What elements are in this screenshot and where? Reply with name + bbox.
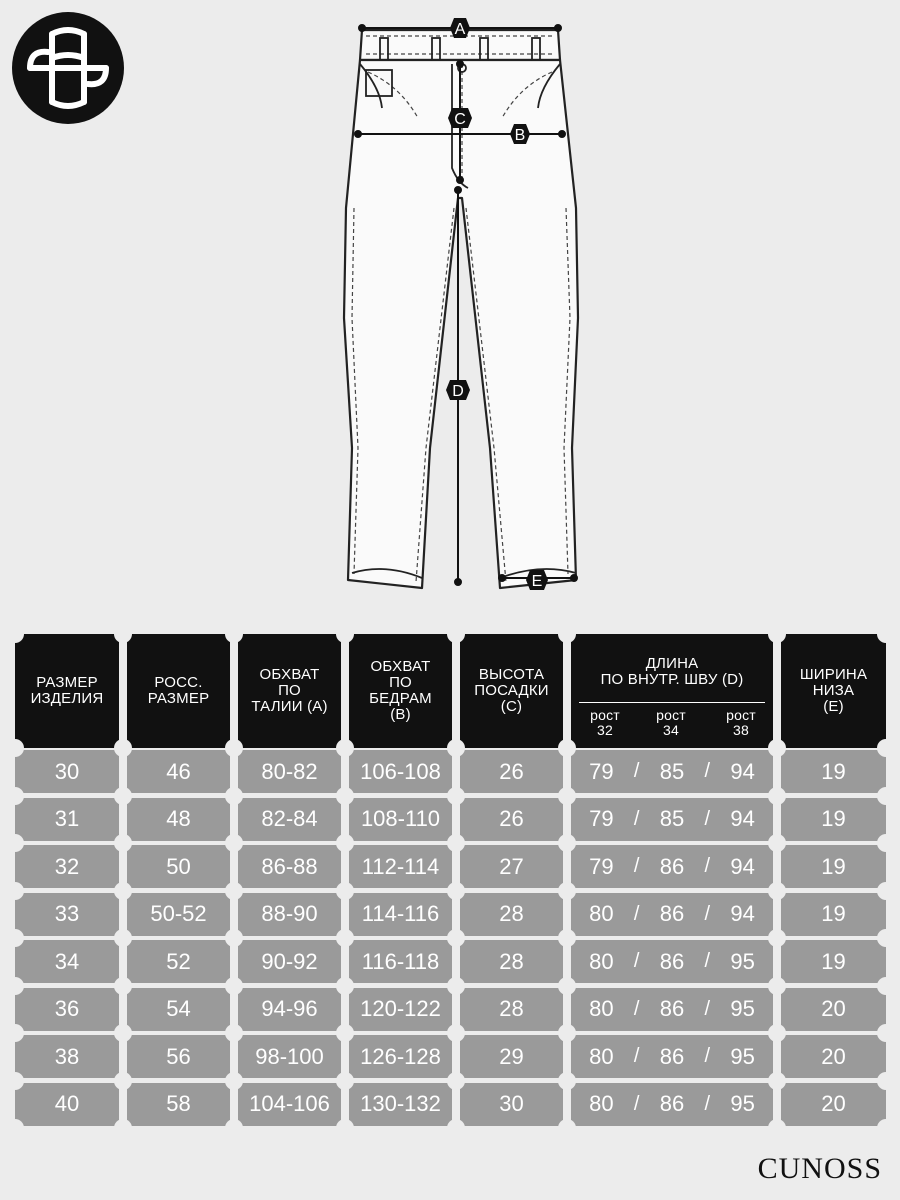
cell-hips: 114-116: [349, 893, 452, 936]
cell-corner-notch: [336, 1072, 354, 1090]
inseam-value: 85: [659, 758, 685, 784]
cell-corner-notch: [336, 625, 354, 643]
brand-name: CUNOSS: [757, 1152, 882, 1185]
inseam-value: 80: [589, 948, 614, 974]
cell-hem-width: 19: [781, 750, 886, 793]
cell-corner-notch: [768, 625, 786, 643]
cell-corner-notch: [558, 977, 576, 995]
cell-corner-notch: [877, 1024, 895, 1042]
cell-inseam-length: [571, 988, 773, 1031]
header-label: ОБХВАТ ПО БЕДРАМ (B): [369, 658, 432, 723]
inseam-value: 86: [659, 1091, 685, 1116]
cell-corner-notch: [768, 977, 786, 995]
cell-corner-notch: [447, 977, 465, 995]
cell-corner-notch: [447, 834, 465, 852]
cell-corner-notch: [336, 1024, 354, 1042]
header-rise: [460, 634, 563, 748]
cell-hips: 130-132: [349, 1083, 452, 1126]
cell-corner-notch: [447, 882, 465, 900]
cell-corner-notch: [447, 929, 465, 947]
header-label: РАЗМЕР ИЗДЕЛИЯ: [30, 674, 104, 707]
cell-corner-notch: [447, 739, 465, 757]
cell-corner-notch: [114, 1119, 132, 1137]
cell-corner-notch: [768, 929, 786, 947]
label-e: [526, 570, 548, 590]
value-separator: /: [704, 1045, 711, 1067]
cell-corner-notch: [6, 1024, 24, 1042]
cell-corner-notch: [6, 625, 24, 643]
cell-corner-notch: [447, 625, 465, 643]
cell-corner-notch: [6, 834, 24, 852]
jeans-diagram: [340, 8, 580, 608]
inseam-value: 95: [730, 996, 755, 1021]
cell-corner-notch: [877, 739, 895, 757]
cell-product-size: 34: [15, 940, 119, 983]
cell-product-size: 40: [15, 1083, 119, 1126]
subheader-height-38: рост 38: [726, 707, 756, 738]
cell-corner-notch: [6, 882, 24, 900]
cell-corner-notch: [558, 882, 576, 900]
cell-corner-notch: [114, 929, 132, 947]
cell-corner-notch: [225, 834, 243, 852]
value-separator: /: [704, 997, 711, 1020]
cell-hips: 126-128: [349, 1035, 452, 1078]
cell-hips: 106-108: [349, 750, 452, 793]
cell-ru-size: 58: [127, 1083, 230, 1126]
cell-corner-notch: [558, 834, 576, 852]
header-inseam-length: [571, 634, 773, 748]
cell-rise: 29: [460, 1035, 563, 1078]
cell-hips: 120-122: [349, 988, 452, 1031]
cell-corner-notch: [336, 882, 354, 900]
brand-logo-icon: [12, 12, 124, 124]
cell-corner-notch: [768, 882, 786, 900]
cell-product-size: 36: [15, 988, 119, 1031]
cell-corner-notch: [225, 739, 243, 757]
inseam-value: 79: [589, 758, 614, 784]
cell-corner-notch: [768, 1072, 786, 1090]
cell-corner-notch: [114, 739, 132, 757]
cell-corner-notch: [225, 929, 243, 947]
cell-hem-width: 19: [781, 940, 886, 983]
value-separator: /: [704, 760, 711, 782]
value-separator: /: [633, 807, 640, 830]
value-separator: /: [633, 760, 640, 782]
cell-waist: 88-90: [238, 893, 341, 936]
cell-corner-notch: [558, 625, 576, 643]
cell-corner-notch: [336, 739, 354, 757]
cell-corner-notch: [877, 882, 895, 900]
cell-corner-notch: [768, 1024, 786, 1042]
cell-corner-notch: [877, 1119, 895, 1137]
value-separator: /: [633, 997, 640, 1020]
cell-waist: 94-96: [238, 988, 341, 1031]
header-hem-width: [781, 634, 886, 748]
header-label: РОСС. РАЗМЕР: [147, 674, 210, 707]
cell-corner-notch: [114, 882, 132, 900]
cell-corner-notch: [877, 787, 895, 805]
value-separator: /: [704, 855, 711, 877]
inseam-value: 95: [730, 1091, 755, 1116]
cell-corner-notch: [114, 1024, 132, 1042]
cell-product-size: 38: [15, 1035, 119, 1078]
label-d: [446, 380, 470, 400]
cell-hem-width: 20: [781, 988, 886, 1031]
label-c: [448, 108, 472, 128]
value-separator: /: [633, 1092, 640, 1115]
subheader-height-32: рост 32: [590, 707, 620, 738]
cell-ru-size: 54: [127, 988, 230, 1031]
value-separator: /: [704, 902, 711, 925]
cell-inseam-length: [571, 940, 773, 983]
value-separator: /: [633, 1045, 640, 1067]
cell-waist: 86-88: [238, 845, 341, 888]
cell-rise: 28: [460, 940, 563, 983]
inseam-value: 80: [589, 1043, 614, 1069]
inseam-value: 80: [589, 1091, 614, 1116]
cell-corner-notch: [6, 1072, 24, 1090]
cell-hips: 108-110: [349, 798, 452, 841]
cell-inseam-length: [571, 845, 773, 888]
cell-product-size: 33: [15, 893, 119, 936]
cell-hem-width: 20: [781, 1035, 886, 1078]
cell-corner-notch: [6, 739, 24, 757]
cell-corner-notch: [225, 625, 243, 643]
cell-product-size: 31: [15, 798, 119, 841]
cell-rise: 28: [460, 988, 563, 1031]
cell-corner-notch: [114, 787, 132, 805]
cell-corner-notch: [877, 929, 895, 947]
inseam-value: 86: [659, 996, 685, 1021]
cell-corner-notch: [558, 739, 576, 757]
value-separator: /: [633, 902, 640, 925]
value-separator: /: [633, 950, 640, 972]
svg-text:B: B: [514, 127, 526, 144]
cell-corner-notch: [877, 625, 895, 643]
cell-corner-notch: [6, 1119, 24, 1137]
cell-ru-size: 46: [127, 750, 230, 793]
cell-corner-notch: [336, 834, 354, 852]
inseam-value: 95: [730, 948, 755, 974]
header-ru-size: [127, 634, 230, 748]
inseam-value: 86: [659, 901, 685, 926]
cell-corner-notch: [768, 834, 786, 852]
label-b: [510, 124, 530, 144]
svg-text:D: D: [452, 383, 464, 400]
cell-ru-size: 50: [127, 845, 230, 888]
cell-corner-notch: [447, 1119, 465, 1137]
header-hips: [349, 634, 452, 748]
cell-rise: 28: [460, 893, 563, 936]
cell-corner-notch: [558, 929, 576, 947]
cell-rise: 26: [460, 798, 563, 841]
inseam-value: 79: [589, 853, 614, 879]
cell-inseam-length: [571, 893, 773, 936]
inseam-value: 79: [589, 806, 614, 831]
cell-inseam-length: [571, 1083, 773, 1126]
cell-corner-notch: [336, 929, 354, 947]
inseam-value: 80: [589, 901, 614, 926]
cell-corner-notch: [6, 787, 24, 805]
svg-text:E: E: [531, 573, 543, 590]
cell-ru-size: 48: [127, 798, 230, 841]
cell-corner-notch: [447, 787, 465, 805]
cell-hem-width: 20: [781, 1083, 886, 1126]
inseam-value: 86: [659, 853, 685, 879]
cell-corner-notch: [336, 787, 354, 805]
inseam-value: 86: [659, 1043, 685, 1069]
cell-rise: 26: [460, 750, 563, 793]
cell-hem-width: 19: [781, 893, 886, 936]
inseam-value: 95: [730, 1043, 755, 1069]
cell-hips: 116-118: [349, 940, 452, 983]
cell-waist: 98-100: [238, 1035, 341, 1078]
cell-ru-size: 52: [127, 940, 230, 983]
cell-corner-notch: [447, 1024, 465, 1042]
cell-corner-notch: [558, 1119, 576, 1137]
cell-corner-notch: [336, 977, 354, 995]
cell-corner-notch: [225, 787, 243, 805]
cell-corner-notch: [225, 1119, 243, 1137]
subheader-height-34: рост 34: [656, 707, 686, 738]
cell-corner-notch: [225, 977, 243, 995]
header-label: ДЛИНА ПО ВНУТР. ШВУ (D): [600, 655, 744, 688]
cell-hem-width: 19: [781, 798, 886, 841]
value-separator: /: [633, 855, 640, 877]
header-label: ВЫСОТА ПОСАДКИ (C): [474, 666, 549, 715]
header-divider: [579, 702, 765, 703]
cell-corner-notch: [768, 1119, 786, 1137]
header-label: ШИРИНА НИЗА (E): [799, 666, 868, 715]
cell-rise: 27: [460, 845, 563, 888]
cell-corner-notch: [768, 739, 786, 757]
cell-rise: 30: [460, 1083, 563, 1126]
inseam-value: 85: [659, 806, 685, 831]
cell-corner-notch: [225, 882, 243, 900]
cell-product-size: 30: [15, 750, 119, 793]
cell-inseam-length: [571, 798, 773, 841]
cell-corner-notch: [225, 1072, 243, 1090]
cell-corner-notch: [447, 1072, 465, 1090]
header-waist: [238, 634, 341, 748]
cell-waist: 80-82: [238, 750, 341, 793]
brand-logo: [12, 12, 124, 124]
value-separator: /: [704, 807, 711, 830]
inseam-value: 86: [659, 948, 685, 974]
cell-corner-notch: [6, 977, 24, 995]
cell-inseam-length: [571, 1035, 773, 1078]
cell-ru-size: 50-52: [127, 893, 230, 936]
size-chart-table: [15, 634, 886, 1128]
cell-corner-notch: [6, 929, 24, 947]
inseam-value: 94: [730, 806, 755, 831]
cell-hips: 112-114: [349, 845, 452, 888]
inseam-value: 94: [730, 853, 755, 879]
cell-waist: 82-84: [238, 798, 341, 841]
cell-corner-notch: [768, 787, 786, 805]
cell-corner-notch: [877, 1072, 895, 1090]
cell-corner-notch: [558, 787, 576, 805]
cell-inseam-length: [571, 750, 773, 793]
value-separator: /: [704, 1092, 711, 1115]
cell-corner-notch: [114, 1072, 132, 1090]
header-label: ОБХВАТ ПО ТАЛИИ (A): [251, 666, 328, 715]
cell-corner-notch: [336, 1119, 354, 1137]
svg-text:A: A: [454, 21, 466, 38]
cell-corner-notch: [225, 1024, 243, 1042]
svg-text:C: C: [454, 111, 466, 128]
cell-ru-size: 56: [127, 1035, 230, 1078]
cell-corner-notch: [558, 1072, 576, 1090]
cell-corner-notch: [114, 977, 132, 995]
label-a: [450, 18, 470, 38]
header-product-size: [15, 634, 119, 748]
cell-corner-notch: [877, 834, 895, 852]
table-header-row: [15, 634, 886, 748]
value-separator: /: [704, 950, 711, 972]
cell-corner-notch: [877, 977, 895, 995]
inseam-value: 94: [730, 758, 755, 784]
inseam-value: 80: [589, 996, 614, 1021]
cell-waist: 90-92: [238, 940, 341, 983]
cell-corner-notch: [114, 834, 132, 852]
cell-corner-notch: [558, 1024, 576, 1042]
cell-product-size: 32: [15, 845, 119, 888]
cell-hem-width: 19: [781, 845, 886, 888]
cell-waist: 104-106: [238, 1083, 341, 1126]
cell-corner-notch: [114, 625, 132, 643]
inseam-value: 94: [730, 901, 755, 926]
